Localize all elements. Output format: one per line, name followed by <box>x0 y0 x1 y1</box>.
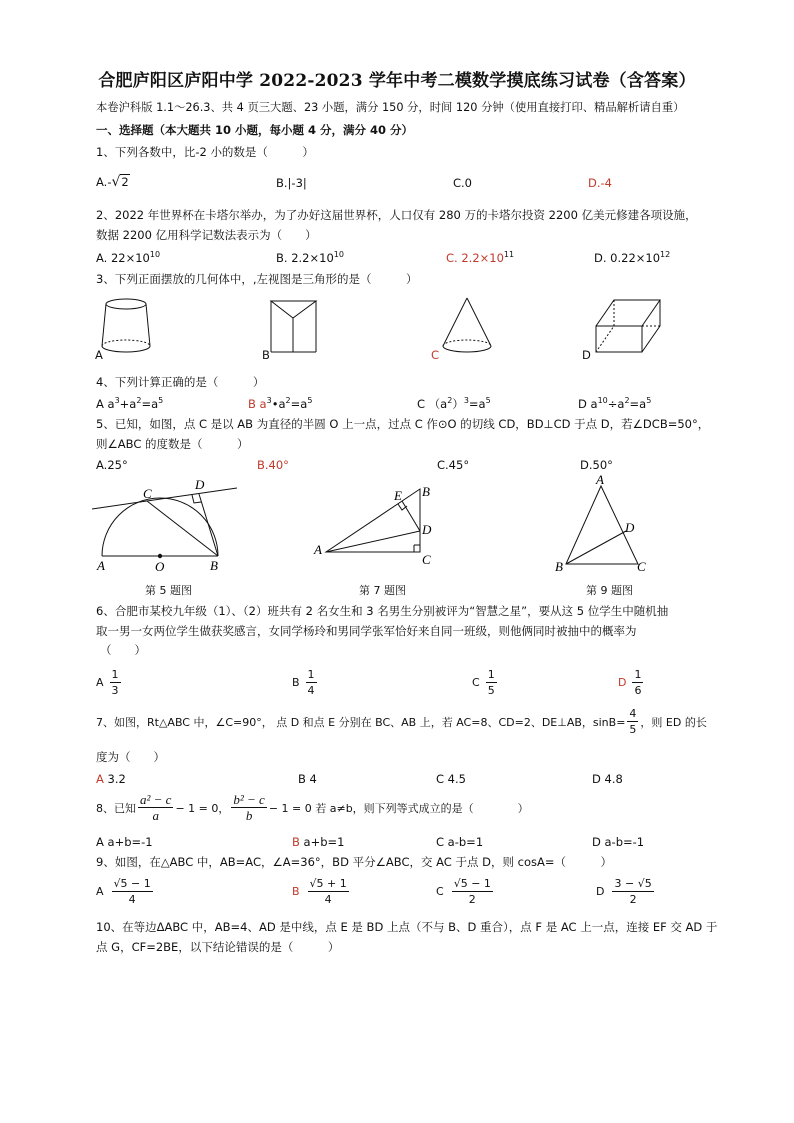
q10-stem-line2: 点 G，CF=2BE，以下结论错误的是（ ） <box>96 940 340 954</box>
q5-option-b: B.40° <box>257 458 289 472</box>
q1-option-d: D.-4 <box>588 176 612 190</box>
q7-stem-line2: 度为（ ） <box>96 750 165 764</box>
section-heading: 一、选择题（本大题共 10 小题，每小题 4 分，满分 40 分） <box>96 123 414 137</box>
q7-option-c: C 4.5 <box>436 772 466 786</box>
q9-option-c: C $\frac{√5 - 1}{2}$ <box>436 877 491 906</box>
figure-9 <box>550 474 650 574</box>
figure-5 <box>92 476 242 576</box>
q6-option-b: B $\frac{1}{4}$ <box>292 668 315 697</box>
q3-figure-cuboid <box>592 296 664 356</box>
fig9-caption: 第 9 题图 <box>586 584 633 597</box>
q3-figure-prism <box>266 296 326 358</box>
q6-stem-line3: （ ） <box>100 643 146 657</box>
q6-stem-line2: 取一男一女两位学生做获奖感言，女同学杨玲和男同学张军恰好来自同一班级，则他俩同时被抽中的概率为 <box>96 624 637 638</box>
q8-option-a: A a+b=-1 <box>96 835 153 849</box>
q3-option-b: B <box>262 348 270 362</box>
q2-option-c: C. $2.2\times 10^{11}$ <box>446 250 515 265</box>
fig5-label-o: O <box>155 559 165 574</box>
q5-stem-line1: 5、已知，如图，点 C 是以 AB 为直径的半圆 O 上一点，过点 C 作⊙O 的切线 CD，BD⊥CD 于点 D，若∠DCB=50°， <box>96 417 710 431</box>
fig9-label-a: A <box>596 474 604 487</box>
q6-stem-line1: 6、合肥市某校九年级（1）、（2）班共有 2 名女生和 3 名男生分别被评为“智慧之星”，要从这 5 位学生中随机抽 <box>96 604 669 618</box>
fig5-label-b: B <box>210 558 218 573</box>
q3-option-c: C <box>431 348 440 362</box>
q2-option-a: A. $22\times 10^{10}$ <box>96 250 161 265</box>
q3-figure-frustum <box>100 296 160 358</box>
q7-stem-line1: 7、如图，Rt△ABC 中，∠C=90°， 点 D 和点 E 分别在 BC、AB 上，若 AC=8、CD=2、DE⊥AB，sinB= $\frac{4}{5}$ ，则 ED 的长 <box>96 707 707 736</box>
q1-stem: 1、下列各数中，比-2 小的数是（ ） <box>96 145 314 159</box>
q5-option-a: A.25° <box>96 458 128 472</box>
q9-option-a: A $\frac{√5 - 1}{4}$ <box>96 877 151 906</box>
q8-option-d: D a-b=-1 <box>592 835 645 849</box>
q7-option-a: A 3.2 <box>96 772 126 786</box>
q6-option-c: C $\frac{1}{5}$ <box>472 668 495 697</box>
q6-option-d: D $\frac{1}{6}$ <box>618 668 642 697</box>
q8-option-c: C a-b=1 <box>436 835 484 849</box>
q2-stem-line1: 2、2022 年世界杯在卡塔尔举办，为了办好这届世界杯，人口仅有 280 万的卡塔尔投资 2200 亿美元修建各项设施， <box>96 208 697 222</box>
q5-stem-line2: 则∠ABC 的度数是（ ） <box>96 437 249 451</box>
fig7-label-e: E <box>394 488 402 503</box>
figure-7 <box>312 484 442 570</box>
q5-option-c: C.45° <box>437 458 470 472</box>
q8-option-b: B a+b=1 <box>292 835 345 849</box>
q10-stem-line1: 10、在等边ΔABC 中，AB=4、AD 是中线，点 E 是 BD 上点（不与 B、D 重合），点 F 是 AC 上一点，连接 EF 交 AD 于 <box>96 920 718 934</box>
fig9-label-d: D <box>625 520 635 535</box>
q3-option-d: D <box>582 348 591 362</box>
q9-stem: 9、如图，在△ABC 中，AB=AC，∠A=36°，BD 平分∠ABC，交 AC 于点 D，则 cosA=（ ） <box>96 855 612 869</box>
q6-option-a: A $\frac{1}{3}$ <box>96 668 119 697</box>
fig5-label-c: C <box>143 486 152 501</box>
q7-option-b: B 4 <box>298 772 317 786</box>
fig9-label-c: C <box>637 559 646 574</box>
q8-stem: 8、已知 $\frac{\text{a² − c}}{a}$ − 1 = 0， $\frac{\text{b² − c}}{b}$ − 1 = 0 若 a≠b，则下列等式成立的是（ ） <box>96 792 529 823</box>
fig5-label-a: A <box>97 558 105 573</box>
fig7-label-d: D <box>422 522 432 537</box>
page-title: 合肥庐阳区庐阳中学 2022-2023 学年中考二模数学摸底练习试卷（含答案） <box>98 71 696 91</box>
fig5-caption: 第 5 题图 <box>145 584 192 597</box>
fig7-caption: 第 7 题图 <box>359 584 406 597</box>
q3-figure-cone <box>440 296 500 358</box>
fig9-label-b: B <box>555 559 563 574</box>
q1-option-b: B.|-3| <box>276 176 307 190</box>
q9-option-b: B $\frac{√5 + 1}{4}$ <box>292 877 347 906</box>
q4-stem: 4、下列计算正确的是（ ） <box>96 375 265 389</box>
q4-option-c: C $(a^2)^3=a^5$ <box>417 396 491 411</box>
q2-option-d: D. $0.22\times 10^{12}$ <box>594 250 671 265</box>
q4-option-a: A $a^3+a^2=a^5$ <box>96 396 164 411</box>
q3-stem: 3、下列正面摆放的几何体中，,左视图是三角形的是（ ） <box>96 272 418 286</box>
q2-option-b: B. $2.2\times 10^{10}$ <box>276 250 344 265</box>
q4-option-d: D $a^{10}\div a^2=a^5$ <box>578 396 652 411</box>
q2-stem-line2: 数据 2200 亿用科学记数法表示为（ ） <box>96 228 317 242</box>
fig7-label-a: A <box>314 542 322 557</box>
fig7-label-b: B <box>422 484 430 499</box>
q3-option-a: A <box>95 348 103 362</box>
q7-option-d: D 4.8 <box>592 772 623 786</box>
q1-option-c: C.0 <box>453 176 473 190</box>
fig5-label-d: D <box>195 477 205 492</box>
q5-option-d: D.50° <box>580 458 613 472</box>
q9-option-d: D $\frac{3 - √5}{2}$ <box>596 877 652 906</box>
q4-option-b: B $a^3•a^2=a^5$ <box>248 396 313 411</box>
intro-text: 本卷沪科版 1.1～26.3、共 4 页三大题、23 小题，满分 150 分，时间 120 分钟（使用直接打印、精品解析请自重） <box>96 101 685 114</box>
q1-option-a: A.-√2 <box>96 174 129 190</box>
fig7-label-c: C <box>422 552 431 567</box>
